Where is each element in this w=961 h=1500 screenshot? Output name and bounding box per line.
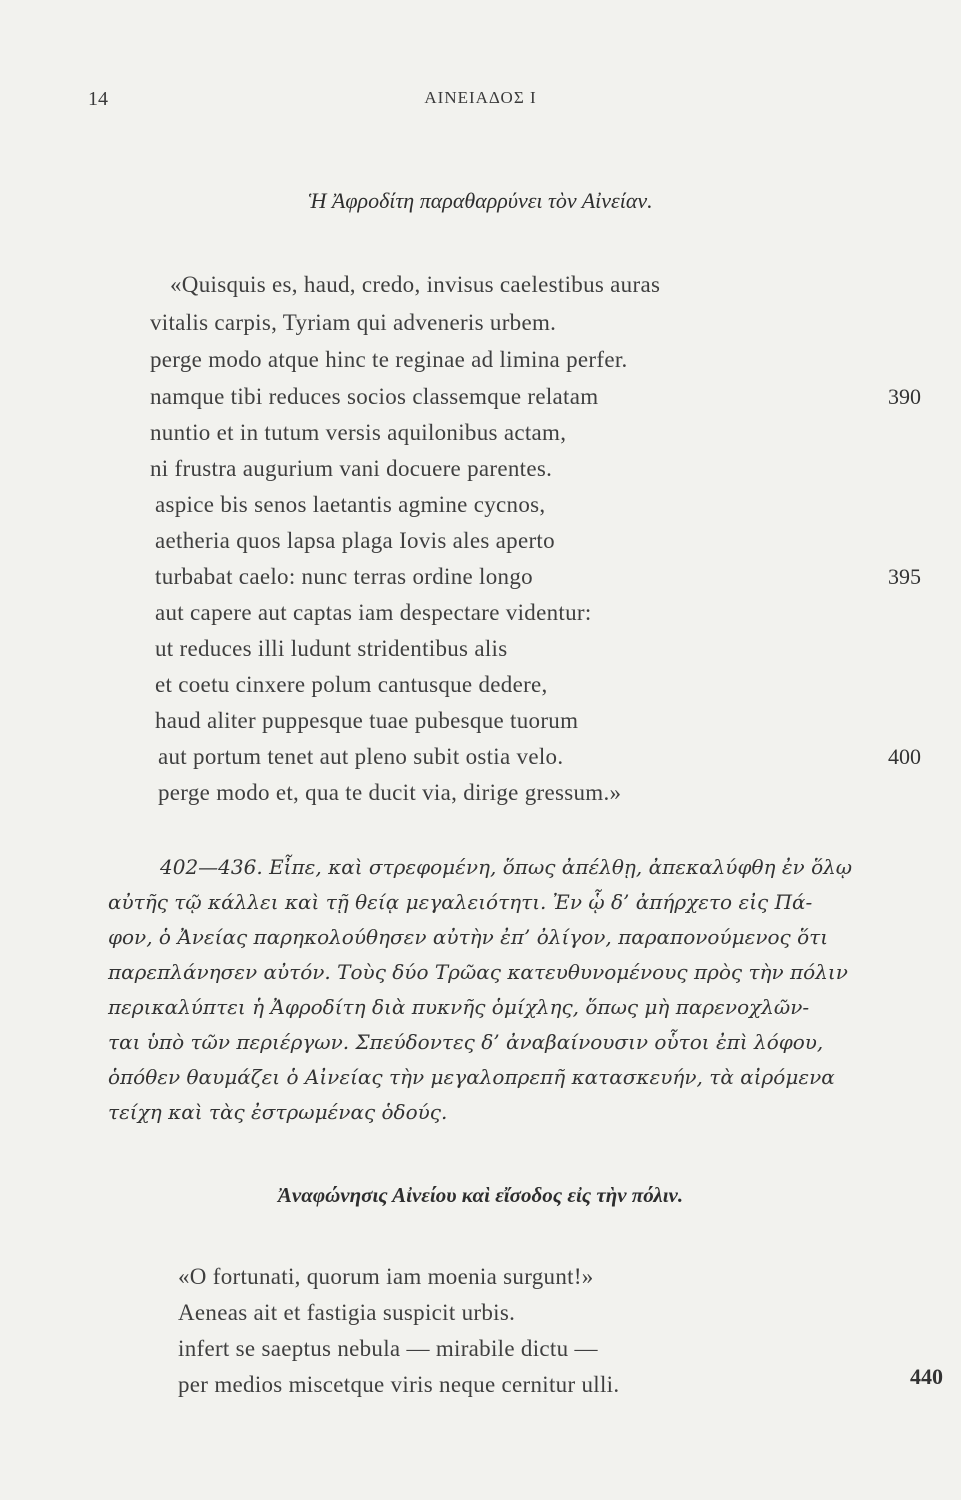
verse-line: perge modo et, qua te ducit via, dirige gressum.» <box>158 780 622 805</box>
summary-line: 402—436. Εἶπε, καὶ στρεφομένη, ὅπως ἀπέλθῃ, ἀπεκαλύφθη ἐν ὅλῳ <box>160 855 853 879</box>
verse-line: ni frustra augurium vani docuere parentes. <box>150 456 553 481</box>
line-number: 440 <box>910 1364 943 1389</box>
verse-line: «Quisquis es, haud, credo, invisus caelestibus auras <box>170 272 661 297</box>
verse-line: aspice bis senos laetantis agmine cycnos, <box>155 492 546 517</box>
verse-line: aut portum tenet aut pleno subit ostia velo. <box>158 744 564 769</box>
verse-line: aut capere aut captas iam despectare videntur: <box>155 600 592 625</box>
summary-line: αὐτῆς τῷ κάλλει καὶ τῇ θείᾳ μεγαλειότητι. Ἐν ᾧ δ’ ἀπήρχετο εἰς Πά- <box>108 890 813 914</box>
verse-line: namque tibi reduces socios classemque relatam <box>150 384 599 409</box>
summary-line: ὁπόθεν θαυμάζει ὁ Αἰνείας τὴν μεγαλοπρεπῆ κατασκευήν, τὰ αἰρόμενα <box>108 1065 835 1089</box>
verse-line: ut reduces illi ludunt stridentibus alis <box>155 636 508 661</box>
verse-line: et coetu cinxere polum cantusque dedere, <box>155 672 548 697</box>
verse-line: perge modo atque hinc te reginae ad limina perfer. <box>150 347 628 372</box>
line-number: 395 <box>888 564 921 589</box>
summary-line: περικαλύπτει ἡ Ἀφροδίτη διὰ πυκνῆς ὁμίχλης, ὅπως μὴ παρενοχλῶν- <box>108 995 810 1019</box>
verse-line: «O fortunati, quorum iam moenia surgunt!» <box>178 1264 594 1289</box>
verse-line: haud aliter puppesque tuae pubesque tuorum <box>155 708 579 733</box>
verse-line: aetheria quos lapsa plaga Iovis ales aperto <box>155 528 555 553</box>
verse-line: turbabat caelo: nunc terras ordine longo <box>155 564 533 589</box>
section-heading-1: Ἡ Ἀφροδίτη παραθαρρύνει τὸν Αἰνείαν. <box>308 188 653 213</box>
verse-line: infert se saeptus nebula — mirabile dictu — <box>178 1336 598 1361</box>
running-title: ΑΙΝΕΙΑΔΟΣ Ι <box>424 88 537 107</box>
summary-line: ται ὑπὸ τῶν περιέργων. Σπεύδοντες δ’ ἀναβαίνουσιν οὗτοι ἐπὶ λόφου, <box>108 1030 824 1054</box>
verse-line: per medios miscetque viris neque cernitur ulli. <box>178 1372 620 1397</box>
summary-line: φον, ὁ Ἀνείας παρηκολούθησεν αὐτὴν ἐπ’ ὀλίγον, παραπονούμενος ὅτι <box>108 925 829 949</box>
summary-line: παρεπλάνησεν αὐτόν. Τοὺς δύο Τρῶας κατευθυνομένους πρὸς τὴν πόλιν <box>108 960 848 984</box>
page-header <box>0 88 961 118</box>
page-number: 14 <box>88 88 108 110</box>
summary-line: τείχη καὶ τὰς ἐστρωμένας ὁδούς. <box>108 1100 448 1124</box>
verse-line: vitalis carpis, Tyriam qui adveneris urbem. <box>150 310 557 335</box>
section-heading-2: Ἀναφώνησις Αἰνείου καὶ εἴσοδος εἰς τὴν πόλιν. <box>277 1183 684 1207</box>
verse-line: Aeneas ait et fastigia suspicit urbis. <box>178 1300 516 1325</box>
line-number: 390 <box>888 384 921 409</box>
verse-line: nuntio et in tutum versis aquilonibus actam, <box>150 420 567 445</box>
line-number: 400 <box>888 744 921 769</box>
